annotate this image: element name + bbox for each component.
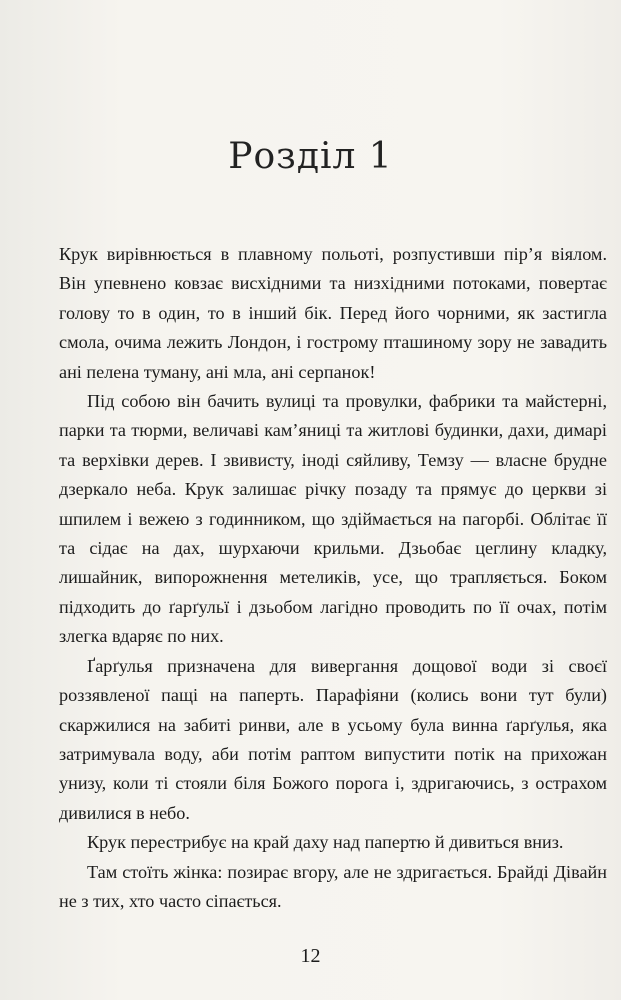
paragraph-5: Там стоїть жінка: позирає вгору, але не здригається. Брайді Дівайн не з тих, хто часто сіпається.	[59, 861, 607, 911]
paragraph-1: Крук вирівнюється в плавному польоті, розпустивши пір’я віялом. Він упевнено ковзає висхідними та низхідними потоками, повертає голову то в один, то в інший бік. Перед його чорними, як застигла смола, очима лежить Лондон, і гострому пташиному зору не завадить ані пелена туману, ані мла, ані серпанок!	[59, 244, 607, 382]
chapter-title: Розділ 1	[228, 136, 393, 177]
page-number: 12	[300, 945, 321, 967]
paragraph-2: Під собою він бачить вулиці та провулки, фабрики та майстерні, парки та тюрми, величаві кам’яниці та житлові будинки, дахи, димарі та верхівки дерев. І звивисту, іноді сяйливу, Темзу — власне брудне дзеркало неба. Крук залишає річку позаду та прямує до церкви зі шпилем і вежею з годинником, що здіймається на пагорбі. Облітає її та сідає на дах, шурхаючи крильми. Дзьобає цеглину кладку, лишайник, випорожнення метеликів, усе, що трапляється. Боком підходить до ґарґульї і дзьобом лагідно проводить по її очах, потім злегка вдаряє по них.	[59, 391, 607, 647]
paragraph-4: Крук перестрибує на край даху над папертю й дивиться вниз.	[87, 832, 564, 853]
chapter-body	[59, 240, 607, 916]
paragraph-3: Ґарґулья призначена для вивергання дощової води зі своєї роззявленої пащі на паперть. Парафіяни (колись вони тут були) скаржилися на забиті ринви, але в усьому була винна ґарґулья, яка затримувала воду, аби потім раптом випустити потік на прихожан унизу, коли ті стояли біля Божого порога і, здригаючись, з острахом дивилися в небо.	[59, 655, 607, 823]
